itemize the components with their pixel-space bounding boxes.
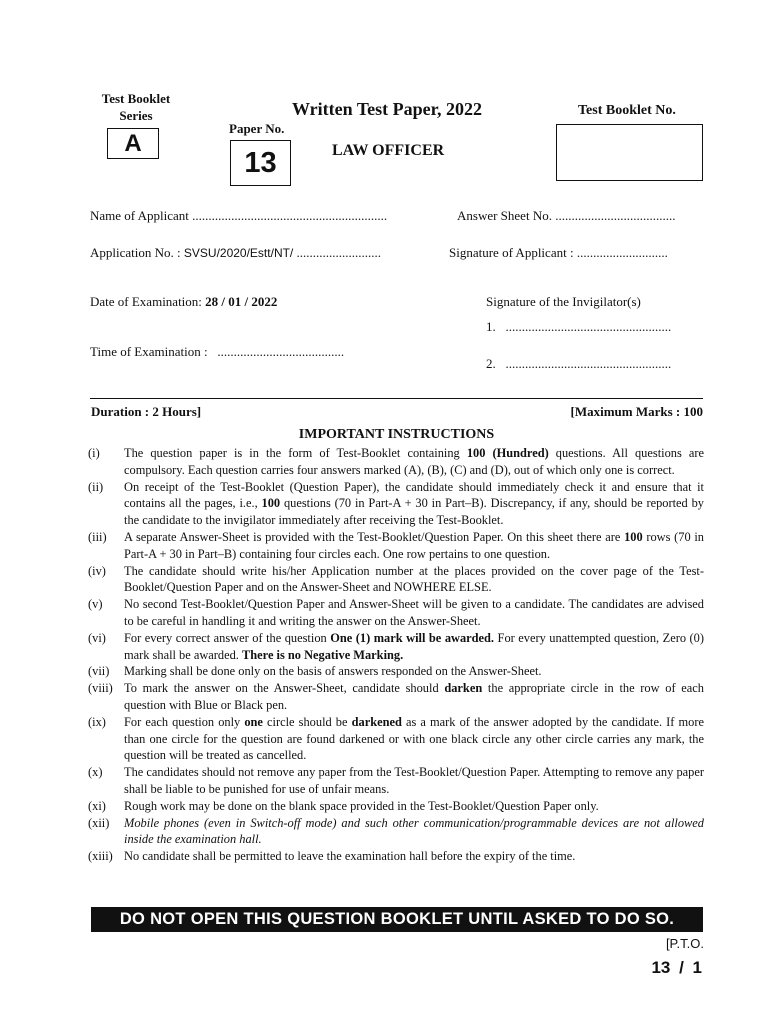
instruction-number: (xii) <box>88 815 110 830</box>
instructions-heading: IMPORTANT INSTRUCTIONS <box>298 427 495 442</box>
instruction-text: Mobile phones (even in Switch-off mode) and such other communication/programmable devices are not allowed inside the examination hall. <box>124 815 704 847</box>
max-marks: [Maximum Marks : 100 <box>570 404 703 419</box>
paper-no-label: Paper No. <box>229 121 285 136</box>
paper-no-box: 13 <box>230 140 291 186</box>
booklet-no-label: Test Booklet No. <box>578 103 676 118</box>
duration: Duration : 2 Hours] <box>91 404 202 419</box>
instruction-item <box>88 714 704 764</box>
instructions-list <box>88 445 704 865</box>
instruction-number: (i) <box>88 446 100 460</box>
warning-banner: DO NOT OPEN THIS QUESTION BOOKLET UNTIL ASKED TO DO SO. <box>91 907 703 932</box>
series-value-box: A <box>107 128 159 159</box>
instruction-item <box>88 479 704 529</box>
instruction-item <box>88 848 704 865</box>
instruction-number: (vii) <box>88 664 110 679</box>
instruction-item <box>88 596 704 630</box>
invigilator-1-field[interactable]: 1. ................................................... <box>486 319 672 334</box>
instruction-item <box>88 630 704 664</box>
instruction-text: The question paper is in the form of Test-Booklet containing 100 (Hundred) questions. All questions are compulsory. Each question carries four answers marked (A), (B), (C) and (D), out of which only one is correct. <box>124 446 704 477</box>
instruction-number: (iv) <box>88 563 106 578</box>
pto-label: [P.T.O. <box>665 936 704 951</box>
instruction-number: (vi) <box>88 630 106 645</box>
instruction-item <box>88 798 704 815</box>
divider-rule <box>90 398 703 399</box>
series-label: Test Booklet Series <box>101 91 171 123</box>
instruction-text: No second Test-Booklet/Question Paper and Answer-Sheet will be given to a candidate. The candidates are advised to be careful in handling it and writing the answer on the Answer-Sheet. <box>124 597 704 628</box>
instruction-number: (v) <box>88 597 103 612</box>
signature-applicant-field[interactable]: Signature of Applicant : ............................ <box>449 245 668 260</box>
instruction-item <box>88 663 704 680</box>
instruction-text: On receipt of the Test-Booklet (Question Paper), the candidate should immediately check it and ensure that it contains all the pages, i.e., 100 questions (70 in Part-A + 30 in Part–B). Discrepancy, if any, should be reported by the candidate to the invigilator immediately after receiving the Test-Booklet. <box>124 479 704 528</box>
instruction-text: No candidate shall be permitted to leave the examination hall before the expiry of the time. <box>124 849 576 864</box>
instruction-text: For every correct answer of the question One (1) mark will be awarded. For every unattempted question, Zero (0) mark shall be awarded. There is no Negative Marking. <box>124 630 704 662</box>
instruction-number: (ix) <box>88 714 106 729</box>
answer-sheet-field[interactable]: Answer Sheet No. ..................................... <box>457 208 676 223</box>
name-field[interactable]: Name of Applicant ............................................................ <box>90 208 388 223</box>
instruction-text: The candidate should write his/her Application number at the places provided on the cover page of the Test-Booklet/Question Paper and on the Answer-Sheet and NOWHERE ELSE. <box>124 563 704 595</box>
invigilator-label: Signature of the Invigilator(s) <box>486 294 641 309</box>
instruction-number: (iii) <box>88 529 107 544</box>
instruction-number: (x) <box>88 765 103 780</box>
instruction-number: (viii) <box>88 681 113 696</box>
instruction-item <box>88 815 704 849</box>
post-title: LAW OFFICER <box>332 142 445 159</box>
instruction-number: (ii) <box>88 479 104 494</box>
instruction-text: Marking shall be done only on the basis of answers responded on the Answer-Sheet. <box>124 664 542 679</box>
exam-time-field[interactable]: Time of Examination : ....................................... <box>90 344 345 359</box>
invigilator-2-field[interactable]: 2. ................................................... <box>486 356 672 371</box>
instruction-text: For each question only one circle should be darkened as a mark of the answer adopted by the candidate. If more than one circle for the question are found darkened or with one black circle any other circle carries any mark, the question will be treated as cancelled. <box>124 714 704 763</box>
exam-date-field: Date of Examination: 28 / 01 / 2022 <box>90 294 278 309</box>
page-number: 13 / 1 <box>651 958 702 977</box>
booklet-no-box[interactable] <box>556 124 703 181</box>
instruction-item <box>88 445 704 479</box>
instruction-item <box>88 764 704 798</box>
instruction-item <box>88 529 704 563</box>
instruction-number: (xiii) <box>88 849 113 864</box>
paper-title: Written Test Paper, 2022 <box>292 99 483 119</box>
instruction-number: (xi) <box>88 798 106 813</box>
instruction-text: The candidates should not remove any paper from the Test-Booklet/Question Paper. Attempting to remove any paper shall be liable to be punished for use of unfair means. <box>124 765 704 796</box>
instruction-item <box>88 563 704 597</box>
instruction-text: To mark the answer on the Answer-Sheet, candidate should darken the appropriate circle in the row of each question with Blue or Black pen. <box>124 681 704 712</box>
instruction-text: A separate Answer-Sheet is provided with the Test-Booklet/Question Paper. On this sheet there are 100 rows (70 in Part-A + 30 in Part–B) containing four circles each. One row pertains to one question. <box>124 529 704 561</box>
instruction-text: Rough work may be done on the blank space provided in the Test-Booklet/Question Paper only. <box>124 798 599 813</box>
application-no-field[interactable]: Application No. : SVSU/2020/Estt/NT/ .......................... <box>90 245 382 260</box>
instruction-item <box>88 680 704 714</box>
